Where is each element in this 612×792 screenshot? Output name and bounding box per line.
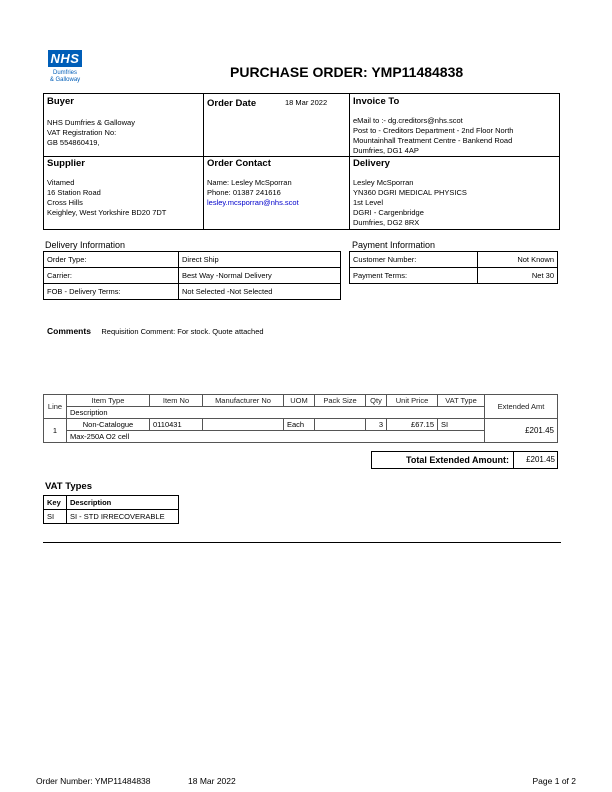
invoice-line: eMail to :- dg.creditors@nhs.scot bbox=[353, 116, 463, 125]
order-contact-heading: Order Contact bbox=[207, 158, 271, 169]
table-row bbox=[44, 510, 179, 524]
contact-phone: Phone: 01387 241616 bbox=[207, 188, 281, 197]
supplier-lines bbox=[47, 178, 166, 218]
col-qty: Qty bbox=[366, 395, 387, 407]
item-manufacturer-no bbox=[203, 419, 284, 431]
items-table bbox=[43, 394, 558, 443]
contact-email-link[interactable]: lesley.mcsporran@nhs.scot bbox=[207, 198, 299, 207]
table-row bbox=[350, 268, 558, 284]
vat-types-heading: VAT Types bbox=[45, 481, 92, 492]
supplier-line: Keighley, West Yorkshire BD20 7DT bbox=[47, 208, 167, 217]
buyer-lines bbox=[47, 118, 135, 148]
payment-info-table bbox=[349, 251, 558, 284]
col-line: Line bbox=[44, 395, 67, 419]
payment-info-value: Net 30 bbox=[478, 268, 558, 284]
col-unit-price: Unit Price bbox=[387, 395, 438, 407]
comments-text: Requisition Comment: For stock. Quote attached bbox=[101, 327, 264, 336]
vat-key: SI bbox=[44, 510, 67, 524]
vat-desc-header: Description bbox=[67, 496, 179, 510]
delivery-info-label: Carrier: bbox=[44, 268, 179, 284]
table-row bbox=[44, 431, 558, 443]
delivery-info-label: FOB - Delivery Terms: bbox=[44, 284, 179, 300]
delivery-line: Dumfries, DG2 8RX bbox=[353, 218, 420, 227]
table-row bbox=[44, 419, 558, 431]
delivery-box bbox=[349, 156, 560, 230]
payment-info-heading: Payment Information bbox=[352, 240, 436, 250]
col-item-no: Item No bbox=[150, 395, 203, 407]
comments bbox=[47, 321, 264, 339]
delivery-info-value: Direct Ship bbox=[179, 252, 341, 268]
footer-date: 18 Mar 2022 bbox=[188, 776, 236, 786]
order-contact-box bbox=[203, 156, 350, 230]
col-uom: UOM bbox=[284, 395, 315, 407]
buyer-box bbox=[43, 93, 204, 157]
contact-name: Name: Lesley McSporran bbox=[207, 178, 292, 187]
payment-info-value: Not Known bbox=[478, 252, 558, 268]
order-date-label: Order Date bbox=[207, 98, 257, 109]
col-manufacturer-no: Manufacturer No bbox=[203, 395, 284, 407]
invoice-to-heading: Invoice To bbox=[353, 96, 400, 107]
delivery-heading: Delivery bbox=[353, 158, 390, 169]
col-item-type: Item Type bbox=[67, 395, 150, 407]
order-contact-lines bbox=[207, 178, 299, 208]
vat-key-header: Key bbox=[44, 496, 67, 510]
supplier-line: Cross Hills bbox=[47, 198, 83, 207]
invoice-line: Dumfries, DG1 4AP bbox=[353, 146, 419, 155]
col-pack-size: Pack Size bbox=[315, 395, 366, 407]
buyer-heading: Buyer bbox=[47, 96, 74, 107]
delivery-info-label: Order Type: bbox=[44, 252, 179, 268]
delivery-line: Lesley McSporran bbox=[353, 178, 414, 187]
delivery-line: DGRI - Cargenbridge bbox=[353, 208, 424, 217]
table-row bbox=[44, 496, 179, 510]
delivery-info-value: Best Way -Normal Delivery bbox=[179, 268, 341, 284]
page-title: PURCHASE ORDER: YMP11484838 bbox=[230, 64, 464, 80]
logo-line1: Dumfries bbox=[52, 70, 77, 76]
nhs-logo-mark: NHS bbox=[48, 50, 83, 67]
item-no: 0110431 bbox=[150, 419, 203, 431]
table-row bbox=[44, 284, 341, 300]
divider bbox=[43, 542, 561, 543]
items-header-row bbox=[44, 395, 558, 407]
payment-info-label: Customer Number: bbox=[350, 252, 478, 268]
supplier-box bbox=[43, 156, 204, 230]
item-description: Max-250A O2 cell bbox=[67, 431, 485, 443]
item-type: Non-Catalogue bbox=[67, 419, 150, 431]
vat-types-table bbox=[43, 495, 179, 524]
footer-order-number: Order Number: YMP11484838 bbox=[36, 776, 151, 786]
total-value: £201.45 bbox=[526, 455, 555, 464]
delivery-line: 1st Level bbox=[353, 198, 384, 207]
invoice-to-box bbox=[349, 93, 560, 157]
nhs-logo bbox=[40, 50, 90, 84]
logo-line2: & Galloway bbox=[49, 77, 81, 83]
order-date-box bbox=[203, 93, 350, 157]
delivery-line: YN360 DGRI MEDICAL PHYSICS bbox=[353, 188, 467, 197]
item-uom: Each bbox=[284, 419, 315, 431]
supplier-heading: Supplier bbox=[47, 158, 86, 169]
item-unit-price: £67.15 bbox=[387, 419, 438, 431]
buyer-line: GB 554860419, bbox=[47, 138, 100, 147]
delivery-lines bbox=[353, 178, 467, 228]
invoice-line: Post to - Creditors Department - 2nd Floor North bbox=[353, 126, 514, 135]
item-pack-size bbox=[315, 419, 366, 431]
invoice-line: Mountainhall Treatment Centre - Bankend Road bbox=[353, 136, 513, 145]
col-description: Description bbox=[67, 407, 485, 419]
table-row bbox=[350, 252, 558, 268]
comments-label: Comments bbox=[47, 326, 91, 336]
col-extended-amt: Extended Amt bbox=[485, 395, 558, 419]
table-row bbox=[44, 252, 341, 268]
vat-desc: SI - STD IRRECOVERABLE bbox=[67, 510, 179, 524]
invoice-to-lines bbox=[353, 116, 513, 156]
supplier-line: 16 Station Road bbox=[47, 188, 101, 197]
item-extended-amt: £201.45 bbox=[485, 419, 558, 443]
delivery-info-table bbox=[43, 251, 341, 300]
total-label: Total Extended Amount: bbox=[372, 452, 514, 468]
table-row bbox=[44, 268, 341, 284]
supplier-line: Vitamed bbox=[47, 178, 75, 187]
delivery-info-heading: Delivery Information bbox=[45, 240, 126, 250]
buyer-line: NHS Dumfries & Galloway bbox=[47, 118, 135, 127]
item-line: 1 bbox=[44, 419, 67, 443]
delivery-info-value: Not Selected -Not Selected bbox=[179, 284, 341, 300]
total-box bbox=[371, 451, 558, 469]
items-header-row bbox=[44, 407, 558, 419]
footer-page: Page 1 of 2 bbox=[532, 776, 576, 786]
payment-info-label: Payment Terms: bbox=[350, 268, 478, 284]
order-date-value: 18 Mar 2022 bbox=[285, 98, 328, 107]
item-vat-type: SI bbox=[438, 419, 485, 431]
buyer-line: VAT Registration No: bbox=[47, 128, 117, 137]
col-vat-type: VAT Type bbox=[438, 395, 485, 407]
item-qty: 3 bbox=[366, 419, 387, 431]
